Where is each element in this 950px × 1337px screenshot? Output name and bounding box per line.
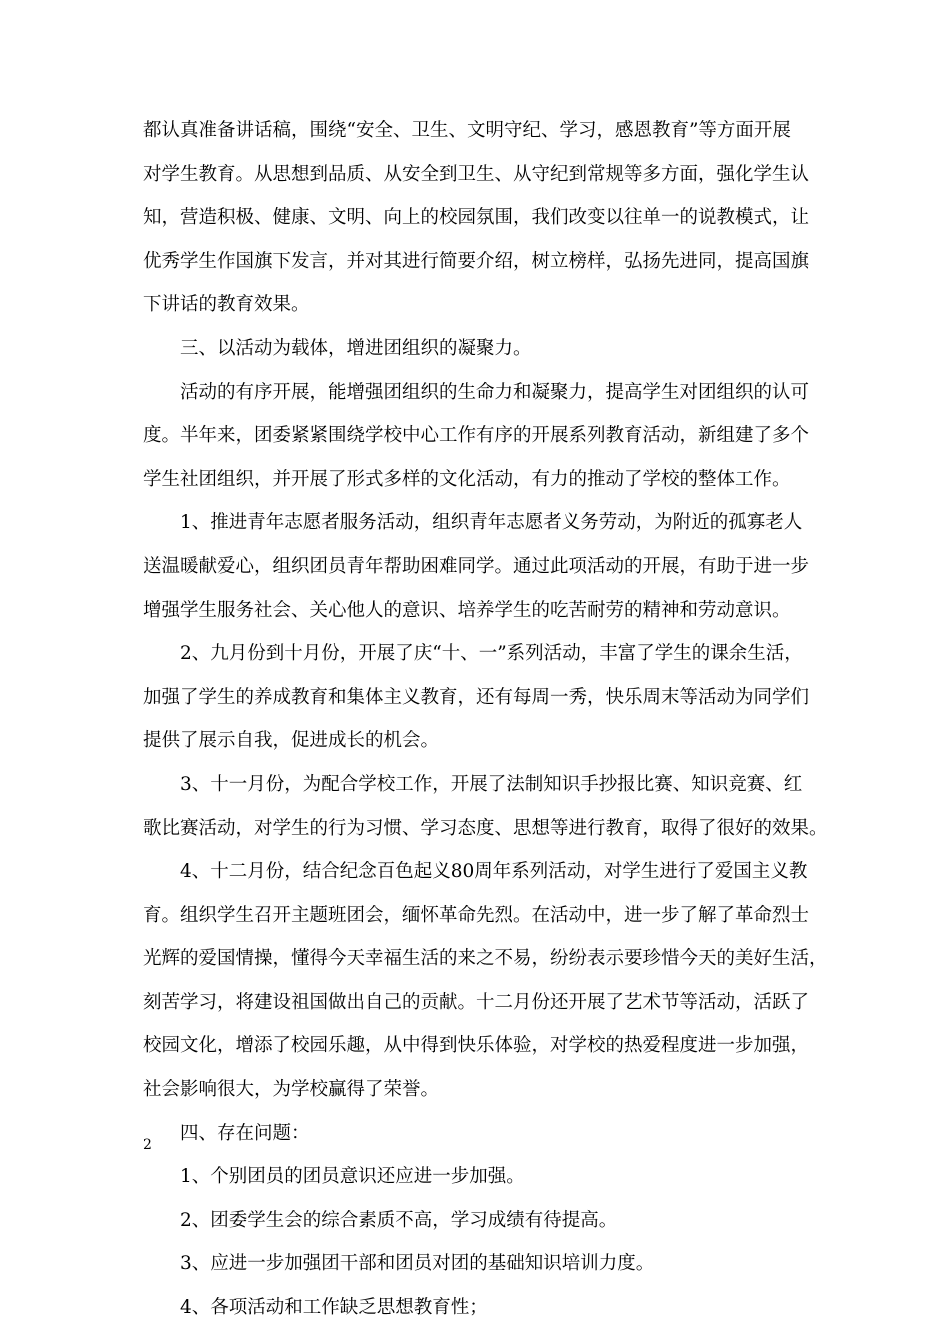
text-line: 歌比赛活动，对学生的行为习惯、学习态度、思想等进行教育，取得了很好的效果。 — [143, 817, 828, 839]
text-line: 学生社团组织，并开展了形式多样的文化活动，有力的推动了学校的整体工作。 — [143, 468, 791, 490]
text-line: 知，营造积极、健康、文明、向上的校园氛围，我们改变以往单一的说教模式，让 — [143, 207, 810, 229]
text-line: 3、十一月份，为配合学校工作，开展了法制知识手抄报比赛、知识竞赛、红 — [180, 773, 803, 795]
page-number: 2 — [143, 1137, 152, 1153]
text-line: 光辉的爱国情操，懂得今天幸福生活的来之不易，纷纷表示要珍惜今天的美好生活， — [143, 948, 828, 970]
text-line: 4、各项活动和工作缺乏思想教育性； — [180, 1297, 488, 1319]
text-line: 加强了学生的养成教育和集体主义教育，还有每周一秀，快乐周末等活动为同学们 — [143, 686, 810, 708]
text-line: 提供了展示自我，促进成长的机会。 — [143, 730, 440, 752]
text-line: 校园文化，增添了校园乐趣，从中得到快乐体验，对学校的热爱程度进一步加强， — [143, 1035, 810, 1057]
text-line: 育。组织学生召开主题班团会，缅怀革命先烈。在活动中，进一步了解了革命烈士 — [143, 904, 810, 926]
text-line: 4、十二月份，结合纪念百色起义80周年系列活动，对学生进行了爱国主义教 — [180, 861, 808, 883]
text-line: 刻苦学习，将建设祖国做出自己的贡献。十二月份还开展了艺术节等活动，活跃了 — [143, 991, 810, 1013]
text-line: 度。半年来，团委紧紧围绕学校中心工作有序的开展系列教育活动，新组建了多个 — [143, 425, 810, 447]
text-line: 活动的有序开展，能增强团组织的生命力和凝聚力，提高学生对团组织的认可 — [180, 381, 810, 403]
text-line: 优秀学生作国旗下发言，并对其进行简要介绍，树立榜样，弘扬先进同，提高国旗 — [143, 250, 810, 272]
text-line: 2、团委学生会的综合素质不高，学习成绩有待提高。 — [180, 1209, 618, 1231]
text-line: 对学生教育。从思想到品质、从安全到卫生、从守纪到常规等多方面，强化学生认 — [143, 163, 810, 185]
text-line: 1、推进青年志愿者服务活动，组织青年志愿者义务劳动，为附近的孤寡老人 — [180, 512, 803, 534]
text-line: 社会影响很大，为学校赢得了荣誉。 — [143, 1079, 440, 1101]
text-line: 下讲话的教育效果。 — [143, 294, 310, 316]
text-line: 送温暖献爱心，组织团员青年帮助困难同学。通过此项活动的开展，有助于进一步 — [143, 555, 810, 577]
text-line: 三、以活动为载体，增进团组织的凝聚力。 — [180, 337, 532, 359]
text-line: 2、九月份到十月份，开展了庆“十、一”系列活动，丰富了学生的课余生活， — [180, 643, 803, 665]
text-line: 3、应进一步加强团干部和团员对团的基础知识培训力度。 — [180, 1253, 655, 1275]
text-line: 增强学生服务社会、关心他人的意识、培养学生的吃苦耐劳的精神和劳动意识。 — [143, 599, 791, 621]
text-line: 1、个别团员的团员意识还应进一步加强。 — [180, 1166, 525, 1188]
text-line: 都认真准备讲话稿，围绕“安全、卫生、文明守纪、学习，感恩教育”等方面开展 — [143, 120, 791, 141]
text-line: 四、存在问题： — [180, 1122, 310, 1144]
document-body — [143, 116, 828, 1337]
